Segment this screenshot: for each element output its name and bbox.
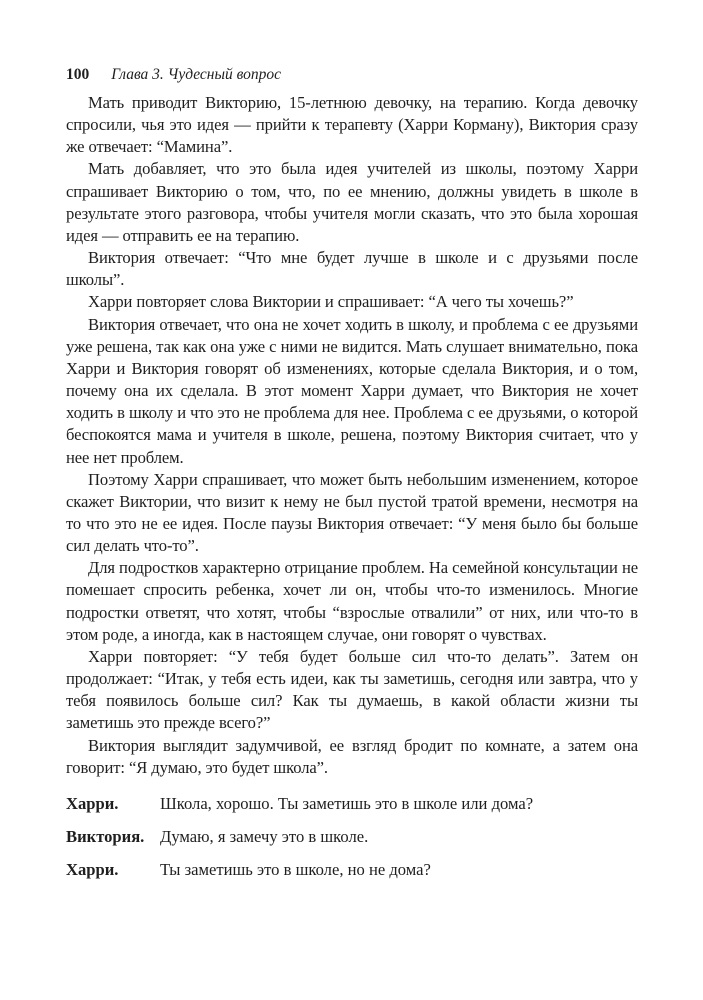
body-text bbox=[66, 92, 638, 779]
dialogue-line: Ты заметишь это в школе, но не дома? bbox=[160, 859, 431, 879]
dialogue-line: Школа, хорошо. Ты заметишь это в школе или дома? bbox=[160, 793, 534, 813]
book-page bbox=[66, 64, 638, 892]
dialogue-speaker: Харри. bbox=[66, 859, 119, 879]
dialogue-row bbox=[66, 826, 638, 848]
dialogue-line: Думаю, я замечу это в школе. bbox=[160, 826, 369, 846]
dialogue-row bbox=[66, 793, 638, 815]
dialogue bbox=[66, 793, 638, 881]
paragraph: Виктория отвечает: “Что мне будет лучше в школе и с друзьями после школы”. bbox=[66, 248, 638, 290]
paragraph: Для подростков характерно отрицание проблем. На семейной консультации не помешает спросить ребенка, хочет ли он, чтобы что-то изменилось. Многие подростки ответят, что хотят, чтобы “взрослые отвалили” от них, или что-то в этом роде, а иногда, как в настоящем случае, они говорят о чувствах. bbox=[66, 558, 638, 644]
page-number: 100 bbox=[66, 66, 90, 83]
chapter-title: Глава 3. Чудесный вопрос bbox=[111, 66, 282, 83]
dialogue-speaker: Харри. bbox=[66, 793, 119, 813]
paragraph: Виктория отвечает, что она не хочет ходить в школу, и проблема с ее друзьями уже решена, так как она уже с ними не видится. Мать слушает внимательно, пока Харри и Виктория говорят об изменениях, которые сделала Виктория, и о том, почему она их сделала. В этот момент Харри думает, что Виктория не хочет ходить в школу и что это не проблема для нее. Проблема с ее друзьями, о которой беспокоятся мама и учителя в школе, решена, поэтому Виктория считает, что у нее нет проблем. bbox=[66, 314, 638, 467]
paragraph: Харри повторяет: “У тебя будет больше сил что-то делать”. Затем он продолжает: “Итак, у тебя есть идеи, как ты заметишь, сегодня или завтра, что у тебя появилось больше сил? Как ты думаешь, в какой области жизни ты заметишь это прежде всего?” bbox=[66, 646, 638, 733]
running-head bbox=[66, 64, 638, 86]
dialogue-speaker: Виктория. bbox=[66, 826, 145, 846]
paragraph: Мать добавляет, что это была идея учителей из школы, поэтому Харри спрашивает Викторию о том, что, по ее мнению, должны увидеть в школе в результате этого разговора, чтобы учителя могли сказать, что это была хорошая идея — отправить ее на терапию. bbox=[66, 159, 638, 245]
paragraph: Харри повторяет слова Виктории и спрашивает: “А чего ты хочешь?” bbox=[88, 292, 574, 312]
paragraph: Поэтому Харри спрашивает, что может быть небольшим изменением, которое скажет Виктории, что визит к нему не был пустой тратой времени, несмотря на то что это не ее идея. После паузы Виктория отвечает: “У меня было бы больше сил делать что-то”. bbox=[66, 469, 638, 556]
paragraph: Виктория выглядит задумчивой, ее взгляд бродит по комнате, а затем она говорит: “Я думаю, это будет школа”. bbox=[66, 735, 638, 777]
dialogue-row bbox=[66, 859, 638, 881]
paragraph: Мать приводит Викторию, 15-летнюю девочку, на терапию. Когда девочку спросили, чья это идея — прийти к терапевту (Харри Корману), Виктория сразу же отвечает: “Мамина”. bbox=[66, 93, 638, 157]
